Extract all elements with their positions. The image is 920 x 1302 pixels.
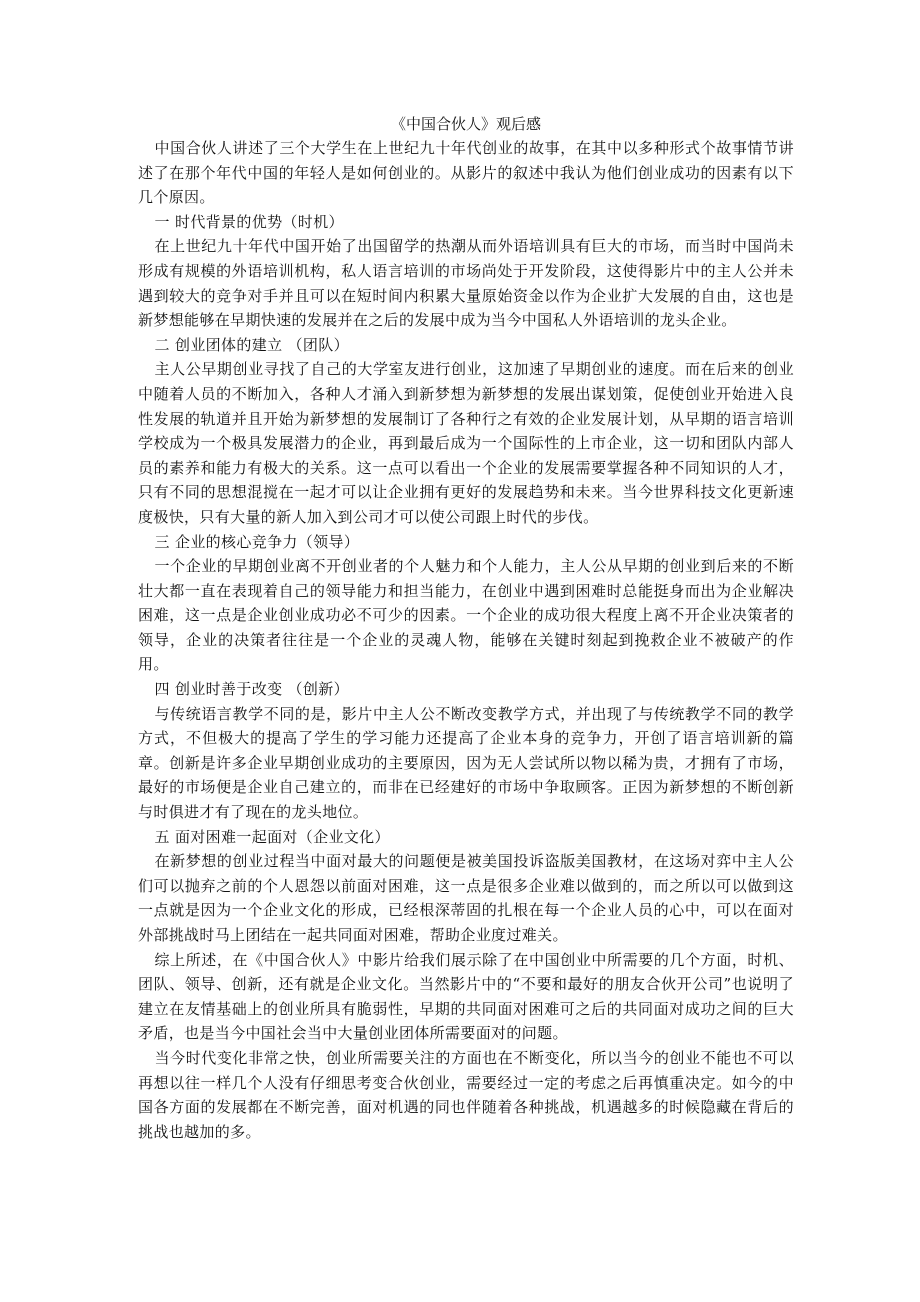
section-heading: 二 创业团体的建立 （团队） (154, 335, 349, 354)
section-body: 与传统语言教学不同的是，影片中主人公不断改变教学方式，并出现了与传统教学不同的教学方式，不但极大的提高了学生的学习能力还提高了企业本身的竞争力，开创了语言培训新的篇章。创新是许多企业早期创业成功的主要原因，因为无人尝试所以物以稀为贵，才拥有了市场，最好的市场便是企业自己建立的，而非在已经建好的市场中争取顾客。正因为新梦想的不断创新与时俱进才有了现在的龙头地位。 (138, 704, 794, 822)
section-heading: 四 创业时善于改变 （创新） (154, 680, 349, 699)
section-body: 在新梦想的创业过程当中面对最大的问题便是被美国投诉盗版美国教材，在这场对弈中主人公们可以抛弃之前的个人恩怨以前面对困难，这一点是很多企业难以做到的，而之所以可以做到这一点就是因为一个企业文化的形成，已经根深蒂固的扎根在每一个企业人员的心中，可以在面对外部挑战时马上团结在一起共同面对困难，帮助企业度过难关。 (138, 852, 794, 944)
section-innovation (138, 677, 794, 825)
section-heading: 三 企业的核心竞争力（领导） (154, 532, 360, 551)
document-page (138, 112, 794, 1144)
section-heading: 五 面对困难一起面对（企业文化） (154, 827, 390, 846)
section-heading: 一 时代背景的优势（时机） (154, 212, 344, 231)
section-team (138, 333, 794, 530)
section-leadership (138, 530, 794, 678)
section-body: 主人公早期创业寻找了自己的大学室友进行创业，这加速了早期创业的速度。而在后来的创业中随着人员的不断加入，各种人才涌入到新梦想为新梦想的发展出谋划策，促使创业开始进入良性发展的轨道并且开始为新梦想的发展制订了各种行之有效的企业发展计划，从早期的语言培训学校成为一个极具发展潜力的企业，再到最后成为一个国际性的上市企业，这一切和团队内部人员的素养和能力有极大的关系。这一点可以看出一个企业的发展需要掌握各种不同知识的人才，只有不同的思想混搅在一起才可以让企业拥有更好的发展趋势和未来。当今世界科技文化更新速度极快，只有大量的新人加入到公司才可以使公司跟上时代的步伐。 (138, 360, 794, 526)
closing-paragraph: 当今时代变化非常之快，创业所需要关注的方面也在不断变化，所以当今的创业不能也不可以再想以往一样几个人没有仔细思考变合伙创业，需要经过一定的考虑之后再慎重决定。如今的中国各方面的发展都在不断完善，面对机遇的同也伴随着各种挑战，机遇越多的时候隐藏在背后的挑战也越加的多。 (138, 1048, 794, 1141)
section-culture (138, 825, 794, 948)
conclusion-paragraph: 综上所述，在《中国合伙人》中影片给我们展示除了在中国创业中所需要的几个方面，时机、团队、领导、创新，还有就是企业文化。当然影片中的“不要和最好的朋友合伙开公司”也说明了建立在友情基础上的创业所具有脆弱性，早期的共同面对困难可之后的共同面对成功之间的巨大矛盾，也是当今中国社会当中大量创业团体所需要面对的问题。 (138, 950, 794, 1043)
intro-paragraph: 中国合伙人讲述了三个大学生在上世纪九十年代创业的故事，在其中以多种形式个故事情节讲述了在那个年代中国的年轻人是如何创业的。从影片的叙述中我认为他们创业成功的因素有以下几个原因。 (138, 139, 794, 207)
section-timing (138, 210, 794, 333)
section-body: 一个企业的早期创业离不开创业者的个人魅力和个人能力，主人公从早期的创业到后来的不断壮大都一直在表现着自己的领导能力和担当能力，在创业中遇到困难时总能挺身而出为企业解决困难，这一点是企业创业成功必不可少的因素。一个企业的成功很大程度上离不开企业决策者的领导，企业的决策者往往是一个企业的灵魂人物，能够在关键时刻起到挽救企业不被破产的作用。 (138, 557, 794, 674)
page-title: 《中国合伙人》观后感 (390, 115, 541, 133)
section-body: 在上世纪九十年代中国开始了出国留学的热潮从而外语培训具有巨大的市场，而当时中国尚未形成有规模的外语培训机构，私人语言培训的市场尚处于开发阶段，这使得影片中的主人公并未遇到较大的竞争对手并且可以在短时间内积累大量原始资金以作为企业扩大发展的自由，这也是新梦想能够在早期快速的发展并在之后的发展中成为当今中国私人外语培训的龙头企业。 (138, 237, 794, 330)
